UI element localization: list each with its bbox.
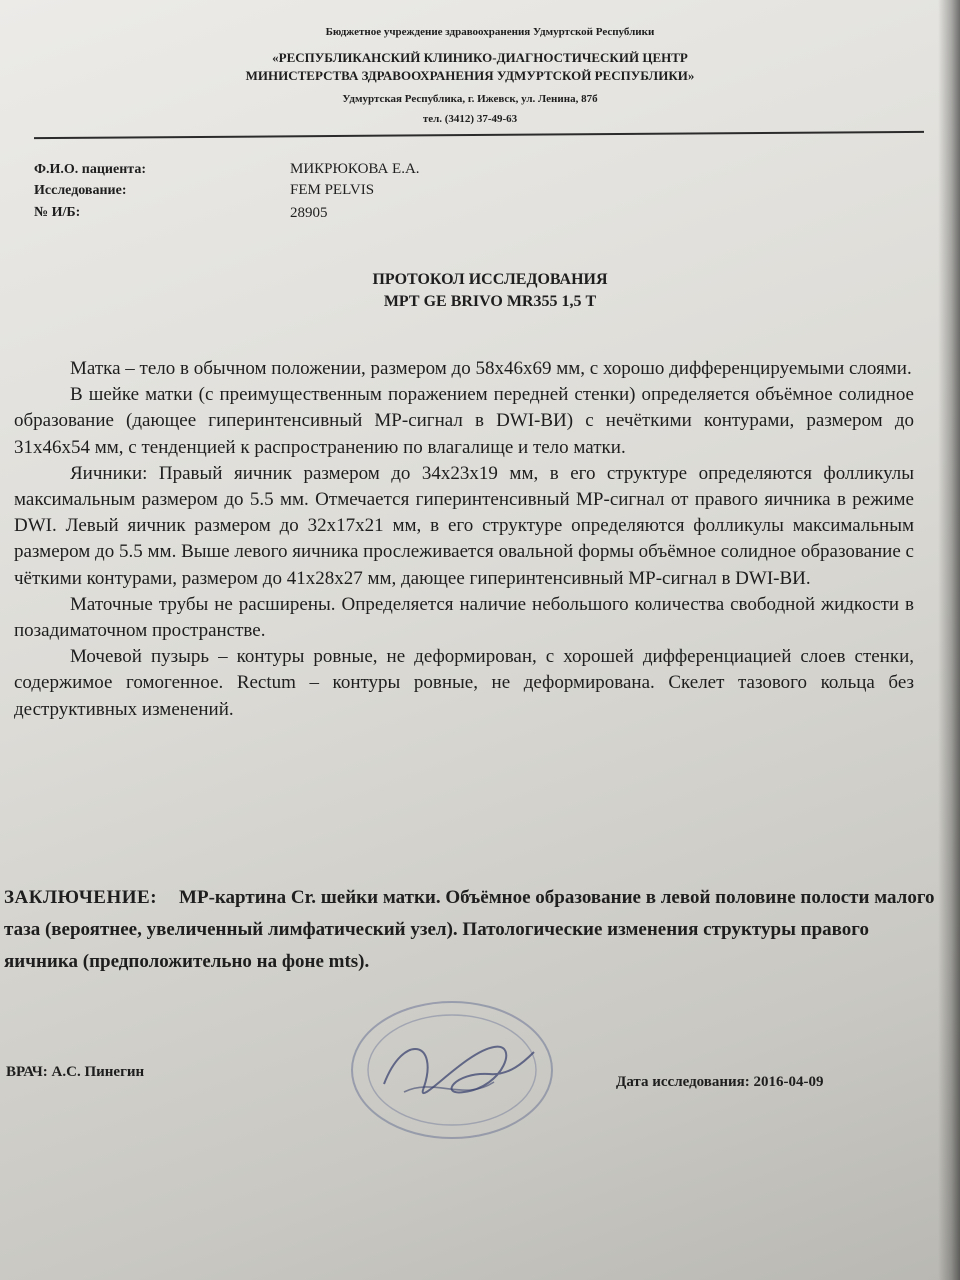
record-number-label: № И/Б: [34,205,81,220]
study-date-value: 2016-04-09 [753,1074,824,1090]
study-value: FEM PELVIS [290,182,375,198]
record-number-value: 28905 [290,205,328,221]
page-shadow-edge [938,0,960,1280]
paragraph-ovaries: Яичники: Правый яичник размером до 34х23х19 мм, в его структуре определяются фолликулы максимальным размером до 5.5 мм. Отмечается гиперинтенсивный МР-сигнал от правого яичника в режиме DWI. Левый яичник размером до 32х17х21 мм, в его структуре определяются фолликулы максимальным размером до 5.5 мм. Выше левого яичника прослеживается овальной формы объёмное солидное образование с чёткими контурами, размером до 41х28х27 мм, дающее гиперинтенсивный МР-сигнал в DWI-ВИ. [14,462,914,589]
protocol-subtitle: МРТ GE BRIVO MR355 1,5 Т [383,293,597,310]
conclusion-label: ЗАКЛЮЧЕНИЕ: [4,887,158,908]
paragraph-bladder: Мочевой пузырь – контуры ровные, не деформирован, с хорошей дифференциацией слоев стенки, содержимое гомогенное. Rectum – контуры ровные, не деформирована. Скелет тазового кольца без деструктивных изменений. [14,646,914,720]
study-date [616,1074,824,1091]
header-institution-type: Бюджетное учреждение здравоохранения Удмуртской Республики [325,26,655,38]
patient-name-label: Ф.И.О. пациента: [34,162,146,177]
header-divider [34,131,924,139]
protocol-title: ПРОТОКОЛ ИССЛЕДОВАНИЯ [372,271,608,288]
paragraph-cervix: В шейке матки (с преимущественным поражением передней стенки) определяется объёмное солидное образование (дающее гиперинтенсивный МР-сигнал в DWI-ВИ) с нечёткими контурами, размером до 31х46х54 мм, с тенденцией к распространению по влагалище и тело матки. [14,384,914,458]
conclusion-text: МР-картина Cr. шейки матки. Объёмное образование в левой половине полости малого таза (вероятнее, увеличенный лимфатический узел). Патологические изменения структуры правого яичника (предположительно на фоне mts). [4,887,935,972]
doctor-name: ВРАЧ: А.С. Пинегин [6,1064,145,1080]
study-date-label: Дата исследования: [616,1074,750,1090]
study-label: Исследование: [34,183,127,198]
header-center-name: «РЕСПУБЛИКАНСКИЙ КЛИНИКО-ДИАГНОСТИЧЕСКИЙ ЦЕНТР [272,50,688,65]
conclusion [4,882,944,978]
header-address: Удмуртская Республика, г. Ижевск, ул. Ленина, 87б [342,93,598,105]
stamp-signature-icon [344,992,564,1142]
paragraph-uterus: Матка – тело в обычном положении, размером до 58х46х69 мм, с хорошо дифференцируемыми слоями. [70,358,912,379]
patient-name-value: МИКРЮКОВА Е.А. [290,161,420,177]
header-phone: тел. (3412) 37-49-63 [422,113,518,125]
report-body [14,356,914,723]
paragraph-tubes: Маточные трубы не расширены. Определяется наличие небольшого количества свободной жидкости в позадиматочном пространстве. [14,593,914,642]
header-ministry-name: МИНИСТЕРСТВА ЗДРАВООХРАНЕНИЯ УДМУРТСКОЙ РЕСПУБЛИКИ» [245,68,695,83]
